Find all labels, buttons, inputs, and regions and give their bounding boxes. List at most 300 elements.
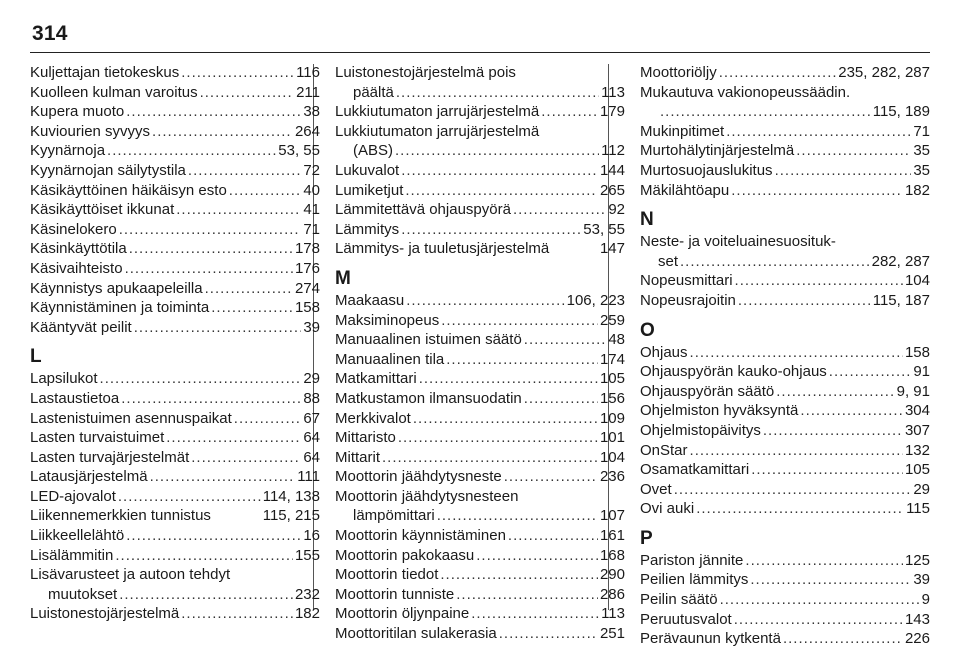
index-entry	[640, 480, 930, 500]
index-page-refs: 101	[599, 429, 625, 447]
index-term: Maakaasu	[335, 291, 405, 309]
index-page-refs: 38	[303, 103, 320, 121]
index-entry	[640, 401, 930, 421]
index-page-refs: 112	[601, 142, 625, 160]
index-term: Käsikäyttöiset ikkunat	[30, 201, 175, 219]
index-entry	[335, 200, 625, 220]
index-term: Osamatkamittari	[640, 461, 750, 479]
index-page-refs: 72	[303, 161, 320, 179]
index-page-refs: 35	[913, 161, 930, 179]
index-entry	[640, 122, 930, 142]
dot-leader	[750, 570, 911, 590]
index-term: Kuolleen kulman varoitus	[30, 83, 198, 101]
index-page-refs: 226	[904, 630, 930, 648]
index-entry	[30, 506, 320, 526]
dot-leader	[176, 200, 301, 220]
index-entry	[335, 487, 625, 526]
index-column-1	[30, 63, 320, 649]
index-page-refs: 53, 55	[278, 142, 320, 160]
index-entry	[30, 467, 320, 487]
index-term: Ohjelmiston hyväksyntä	[640, 402, 799, 420]
index-page-refs: 39	[913, 571, 930, 589]
index-page-refs: 9, 91	[896, 382, 930, 400]
index-letter-heading: P	[640, 527, 653, 549]
index-term: Lämmitys- ja tuuletusjärjestelmä	[335, 240, 550, 258]
index-term: Käsivaihteisto	[30, 259, 123, 277]
index-page-refs: 16	[303, 527, 320, 545]
dot-leader	[690, 441, 903, 461]
index-term: Ohjaus	[640, 343, 688, 361]
dot-leader	[406, 291, 564, 311]
index-entry	[640, 610, 930, 630]
dot-leader	[783, 629, 903, 649]
index-term: Lukuvalot	[335, 161, 400, 179]
index-term-continuation: lämpömittari	[353, 507, 435, 525]
index-entry	[335, 291, 625, 311]
dot-leader	[513, 200, 606, 220]
index-entry	[30, 141, 320, 161]
index-entry	[30, 279, 320, 299]
index-entry	[30, 389, 320, 409]
index-term: Latausjärjestelmä	[30, 468, 148, 486]
index-page-refs: 64	[303, 429, 320, 447]
index-letter-heading: O	[640, 319, 655, 341]
dot-leader	[499, 624, 598, 644]
index-term: Neste- ja voiteluainesuosituk-	[640, 233, 836, 251]
dot-leader	[118, 487, 261, 507]
dot-leader	[735, 271, 903, 291]
index-entry	[640, 362, 930, 382]
index-entry	[640, 590, 930, 610]
index-entry	[640, 181, 930, 201]
index-term: Luistonestojärjestelmä	[30, 605, 180, 623]
index-page-refs: 41	[303, 201, 320, 219]
index-entry	[335, 604, 625, 624]
index-entry	[640, 551, 930, 571]
index-term: Kyynärnojan säilytystila	[30, 161, 186, 179]
index-term: Liikennemerkkien tunnistus	[30, 507, 211, 525]
index-page-refs: 115	[906, 500, 930, 518]
index-page-refs: 105	[599, 370, 625, 388]
index-term: Kääntyvät peilit	[30, 318, 132, 336]
index-page-refs: 113	[601, 605, 625, 623]
index-page-refs: 251	[599, 625, 625, 643]
index-entry	[30, 369, 320, 389]
dot-leader	[205, 279, 293, 299]
dot-leader	[719, 63, 837, 83]
dot-leader	[211, 298, 293, 318]
index-page-refs: 53, 55	[583, 220, 625, 238]
index-entry	[640, 499, 930, 519]
index-entry	[30, 102, 320, 122]
index-page-refs: 259	[599, 311, 625, 329]
index-term: Nopeusmittari	[640, 272, 733, 290]
index-page-refs: 71	[913, 122, 930, 140]
dot-leader	[126, 102, 301, 122]
index-term: Lapsilukot	[30, 370, 98, 388]
index-page-refs: 168	[599, 546, 625, 564]
dot-leader	[396, 83, 599, 103]
index-term: Lasten turvajärjestelmät	[30, 448, 190, 466]
index-page-refs: 179	[599, 103, 625, 121]
index-page-refs: 178	[294, 240, 320, 258]
index-entry	[335, 220, 625, 240]
dot-leader	[476, 546, 598, 566]
index-page-refs: 67	[303, 409, 320, 427]
dot-leader	[191, 448, 301, 468]
index-term: Murtosuojauslukitus	[640, 161, 773, 179]
index-term: Moottorin tiedot	[335, 566, 439, 584]
index-term: Peruutusvalot	[640, 610, 732, 628]
index-term: Moottorin tunniste	[335, 585, 455, 603]
index-entry	[30, 604, 320, 624]
index-term: Kyynärnoja	[30, 142, 106, 160]
index-entry	[640, 83, 930, 122]
index-entry	[640, 441, 930, 461]
dot-leader	[107, 141, 276, 161]
index-entry	[335, 181, 625, 201]
dot-leader	[200, 83, 294, 103]
dot-leader	[690, 343, 903, 363]
index-page-refs: 107	[599, 507, 625, 525]
index-term: Ohjauspyörän kauko-ohjaus	[640, 363, 827, 381]
dot-leader	[119, 220, 302, 240]
index-entry	[335, 239, 625, 259]
index-page-refs: 104	[904, 272, 930, 290]
index-column-2	[335, 63, 625, 649]
index-page-refs: 236	[599, 468, 625, 486]
index-entry	[30, 318, 320, 338]
index-term: Lasten turvaistuimet	[30, 429, 165, 447]
index-page-refs: 264	[294, 122, 320, 140]
index-page-refs: 9	[921, 591, 930, 609]
index-page-refs: 109	[599, 409, 625, 427]
index-term: Mukautuva vakionopeussäädin.	[640, 83, 851, 101]
index-term: Mittarit	[335, 448, 380, 466]
dot-leader	[405, 181, 598, 201]
index-entry	[335, 624, 625, 644]
index-letter-heading: N	[640, 209, 654, 231]
index-page-refs: 155	[294, 546, 320, 564]
dot-leader	[796, 141, 911, 161]
index-columns	[30, 63, 930, 649]
index-entry	[335, 546, 625, 566]
dot-leader	[660, 102, 871, 122]
index-page-refs: 91	[913, 363, 930, 381]
index-entry	[335, 311, 625, 331]
index-entry	[335, 122, 625, 161]
index-page-refs: 88	[303, 389, 320, 407]
index-page-refs: 40	[303, 181, 320, 199]
index-term: Liikkeellelähtö	[30, 527, 125, 545]
index-page-refs: 211	[296, 83, 320, 101]
page-number: 314	[32, 22, 68, 45]
index-page-refs: 115, 215	[262, 507, 320, 525]
index-entry	[30, 448, 320, 468]
index-entry	[30, 161, 320, 181]
index-page-refs: 282, 287	[871, 252, 930, 270]
index-page-refs: 286	[599, 585, 625, 603]
index-term: Käsinkäyttötila	[30, 240, 127, 258]
index-term: Moottorin jäähdytysneste	[335, 468, 502, 486]
index-term: LED-ajovalot	[30, 487, 116, 505]
dot-leader	[738, 291, 871, 311]
index-page-refs: 232	[294, 585, 320, 603]
dot-leader	[134, 318, 302, 338]
index-page-refs: 176	[294, 259, 320, 277]
dot-leader	[471, 604, 599, 624]
index-term: Käsinelokero	[30, 220, 117, 238]
index-term: Ohjelmistopäivitys	[640, 421, 761, 439]
index-entry	[640, 382, 930, 402]
index-term: Murtohälytinjärjestelmä	[640, 142, 795, 160]
index-term: Käynnistäminen ja toiminta	[30, 299, 210, 317]
dot-leader	[504, 467, 598, 487]
index-page-refs: 64	[303, 448, 320, 466]
index-entry	[335, 448, 625, 468]
dot-leader	[181, 604, 293, 624]
index-entry	[640, 161, 930, 181]
index-column-3	[640, 63, 930, 649]
index-term: Ovi auki	[640, 500, 695, 518]
index-term: Käsikäyttöinen häikäisyn esto	[30, 181, 227, 199]
index-entry	[335, 330, 625, 350]
index-page-refs: 111	[297, 468, 320, 486]
index-page-refs: 265	[599, 181, 625, 199]
dot-leader	[524, 330, 607, 350]
index-term: Moottoritilan sulakerasia	[335, 625, 497, 643]
index-term: Mukinpitimet	[640, 122, 725, 140]
index-page-refs: 113	[601, 83, 625, 101]
index-page-refs: 182	[294, 605, 320, 623]
index-page-refs: 29	[913, 480, 930, 498]
index-page-refs: 104	[599, 448, 625, 466]
index-term: OnStar	[640, 441, 688, 459]
index-term: Lämmitys	[335, 220, 400, 238]
index-entry	[335, 369, 625, 389]
index-entry	[640, 63, 930, 83]
dot-leader	[680, 252, 870, 272]
index-term-continuation: set	[658, 252, 679, 270]
index-page-refs: 105	[904, 461, 930, 479]
index-term: Manuaalinen istuimen säätö	[335, 331, 522, 349]
index-term: Mäkilähtöapu	[640, 181, 730, 199]
index-page-refs: 143	[904, 610, 930, 628]
dot-leader	[234, 409, 302, 429]
index-entry	[30, 181, 320, 201]
dot-leader	[413, 409, 598, 429]
index-entry	[640, 421, 930, 441]
dot-leader	[152, 122, 293, 142]
dot-leader	[395, 141, 599, 161]
index-term: Ovet	[640, 480, 672, 498]
index-term: Lastenistuimen asennuspaikat	[30, 409, 232, 427]
dot-leader	[129, 239, 293, 259]
dot-leader	[121, 389, 301, 409]
index-entry	[640, 570, 930, 590]
dot-leader	[775, 161, 912, 181]
index-term: Peilien lämmitys	[640, 571, 749, 589]
index-page-refs: 39	[303, 318, 320, 336]
index-term: Luistonestojärjestelmä pois	[335, 64, 516, 81]
index-entry	[30, 546, 320, 566]
dot-leader	[100, 369, 302, 389]
dot-leader	[150, 467, 296, 487]
dot-leader	[751, 460, 903, 480]
index-entry	[335, 63, 625, 102]
index-page-refs: 71	[303, 220, 320, 238]
dot-leader	[731, 181, 903, 201]
index-entry	[640, 232, 930, 271]
dot-leader	[188, 161, 301, 181]
index-page-refs: 156	[599, 389, 625, 407]
index-page-refs: 290	[599, 566, 625, 584]
index-term: Moottorin käynnistäminen	[335, 527, 506, 545]
dot-leader	[508, 526, 598, 546]
index-term: Lisälämmitin	[30, 546, 114, 564]
index-term: Peilin säätö	[640, 591, 718, 609]
dot-leader	[181, 63, 294, 83]
index-page-refs: 174	[599, 350, 625, 368]
dot-leader	[166, 428, 301, 448]
index-entry	[30, 526, 320, 546]
index-entry	[640, 460, 930, 480]
dot-leader	[800, 401, 903, 421]
index-entry	[335, 161, 625, 181]
index-entry	[30, 565, 320, 604]
index-term: Merkkivalot	[335, 409, 411, 427]
index-entry	[335, 350, 625, 370]
dot-leader	[446, 350, 598, 370]
index-page-refs: 35	[913, 142, 930, 160]
dot-leader	[119, 585, 293, 605]
index-entry	[640, 271, 930, 291]
index-entry	[640, 343, 930, 363]
index-term: Lukkiutumaton jarrujärjestelmä	[335, 122, 540, 140]
dot-leader	[674, 480, 912, 500]
dot-leader	[115, 546, 293, 566]
dot-leader	[419, 369, 598, 389]
index-term: Kuviourien syvyys	[30, 122, 151, 140]
index-entry	[30, 428, 320, 448]
index-page-refs: 158	[904, 343, 930, 361]
index-term: Lumiketjut	[335, 181, 404, 199]
index-page-refs: 132	[904, 441, 930, 459]
index-entry	[335, 428, 625, 448]
index-entry	[640, 141, 930, 161]
index-entry	[30, 487, 320, 507]
index-entry	[30, 200, 320, 220]
dot-leader	[524, 389, 598, 409]
index-letter-heading: L	[30, 346, 42, 368]
index-term: Matkamittari	[335, 370, 417, 388]
index-entry	[335, 389, 625, 409]
index-entry	[30, 122, 320, 142]
index-page-refs: 114, 138	[262, 487, 320, 505]
index-term: Maksiminopeus	[335, 311, 440, 329]
dot-leader	[734, 610, 903, 630]
dot-leader	[456, 585, 598, 605]
index-letter-heading: M	[335, 267, 351, 289]
index-page-refs: 29	[303, 370, 320, 388]
index-term-continuation: (ABS)	[353, 142, 394, 160]
index-entry	[335, 585, 625, 605]
index-term: Moottorin jäähdytysnesteen	[335, 487, 519, 505]
index-term: Pariston jännite	[640, 551, 744, 569]
index-page-refs: 144	[599, 161, 625, 179]
index-page-refs: 274	[294, 279, 320, 297]
dot-leader	[829, 362, 912, 382]
index-term: Kuljettajan tietokeskus	[30, 64, 180, 81]
index-entry	[30, 409, 320, 429]
index-term: Nopeusrajoitin	[640, 291, 736, 309]
index-entry	[30, 220, 320, 240]
index-term: Moottorin öljynpaine	[335, 605, 470, 623]
dot-leader	[776, 382, 894, 402]
index-page-refs: 115, 187	[872, 291, 930, 309]
dot-leader	[126, 526, 301, 546]
dot-leader	[229, 181, 302, 201]
index-term: Mittaristo	[335, 429, 396, 447]
index-entry	[640, 291, 930, 311]
index-term: Lastaustietoa	[30, 389, 120, 407]
dot-leader	[720, 590, 920, 610]
dot-leader	[696, 499, 904, 519]
index-page-refs: 161	[599, 527, 625, 545]
dot-leader	[440, 565, 598, 585]
index-page-refs: 115, 189	[872, 103, 930, 121]
dot-leader	[441, 311, 598, 331]
index-term-continuation: muutokset	[48, 585, 118, 603]
dot-leader	[401, 161, 598, 181]
index-page-refs: 106, 223	[566, 291, 625, 309]
index-entry	[30, 298, 320, 318]
index-page-refs: 307	[904, 421, 930, 439]
index-page-refs: 147	[599, 240, 625, 258]
index-term: Ohjauspyörän säätö	[640, 382, 775, 400]
index-page-refs: 125	[904, 551, 930, 569]
index-page-refs: 92	[608, 201, 625, 219]
index-entry	[335, 102, 625, 122]
dot-leader	[125, 259, 293, 279]
index-entry	[335, 467, 625, 487]
index-term: Kupera muoto	[30, 103, 125, 121]
index-entry	[640, 629, 930, 649]
dot-leader	[398, 428, 598, 448]
index-entry	[30, 239, 320, 259]
index-term: Perävaunun kytkentä	[640, 630, 781, 648]
index-entry	[30, 83, 320, 103]
index-entry	[335, 526, 625, 546]
index-entry	[30, 259, 320, 279]
index-term: Lisävarusteet ja autoon tehdyt	[30, 566, 231, 584]
index-page-refs: 158	[294, 299, 320, 317]
index-term: Moottorin pakokaasu	[335, 546, 475, 564]
index-entry	[30, 63, 320, 83]
index-term: Moottoriöljy	[640, 64, 717, 81]
index-term: Lämmitettävä ohjauspyörä	[335, 201, 511, 219]
dot-leader	[382, 448, 598, 468]
index-term: Käynnistys apukaapeleilla	[30, 279, 203, 297]
index-page-refs: 116	[296, 64, 320, 81]
index-page-refs: 48	[608, 331, 625, 349]
dot-leader	[541, 102, 598, 122]
index-term: Manuaalinen tila	[335, 350, 445, 368]
index-term-continuation: päältä	[353, 83, 394, 101]
index-page-refs: 304	[904, 402, 930, 420]
dot-leader	[437, 506, 598, 526]
index-term: Matkustamon ilmansuodatin	[335, 389, 522, 407]
